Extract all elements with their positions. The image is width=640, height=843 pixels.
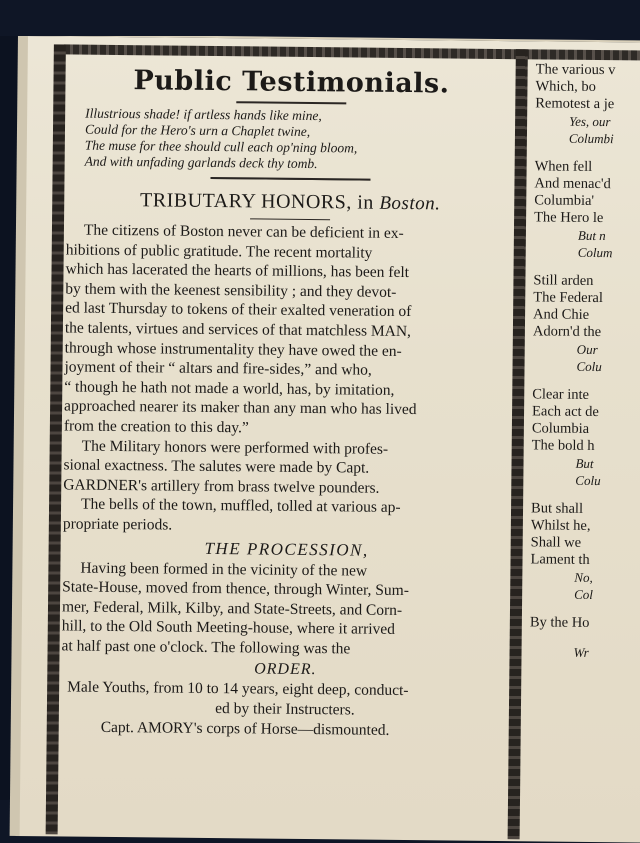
poem-line: No, — [574, 569, 593, 585]
text-line: ed by their Instructers. — [215, 700, 355, 719]
poem-line: The Federal — [533, 289, 604, 307]
verse-rule — [210, 177, 370, 181]
poem-line: When fell — [534, 158, 593, 175]
poem-line: Whilst he, — [530, 517, 591, 534]
poem-line: Colum — [577, 244, 613, 261]
text-line: “ though he hath not made a world, has, by imitation, — [64, 378, 395, 399]
text-line: The Military honors were performed with profes- — [81, 437, 389, 458]
text-line: hibitions of public gratitude. The recent mortality — [65, 241, 373, 262]
article-title-place: Boston. — [379, 192, 441, 215]
text-line: propriate periods. — [62, 515, 173, 534]
poem-line: Yes, our — [569, 113, 611, 130]
poem-line: Adorn'd the — [532, 323, 602, 341]
text-line: State-House, moved from thence, through Winter, Sum- — [62, 578, 409, 600]
text-line: mer, Federal, Milk, Kilby, and State-Streets, and Corn- — [61, 598, 403, 619]
text-line: by them with the keenest sensibility ; and they devot- — [65, 280, 397, 301]
poem-line: And Chie — [533, 306, 590, 323]
poem-line: Columbi — [568, 130, 614, 147]
article-title-text: TRIBUTARY HONORS, in — [139, 189, 374, 214]
masthead-rule — [236, 101, 346, 104]
text-line: which has lacerated the hearts of millions, has been felt — [65, 260, 410, 282]
poem-line: Our — [576, 341, 598, 358]
text-line: The citizens of Boston never can be deficient in ex- — [83, 221, 404, 242]
verse-line: Could for the Hero's urn a Chaplet twine, — [84, 121, 311, 140]
text-line: the talents, virtues and services of that matchless MAN, — [64, 319, 412, 341]
paragraph-3 — [63, 495, 511, 539]
poem-line: Columbia — [531, 420, 590, 437]
text-line: GARDNER's artillery from brass twelve pounders. — [63, 476, 380, 497]
poem-line: Columbia' — [534, 192, 595, 209]
background-top — [0, 0, 640, 36]
text-line: at half past one o'clock. The following was the — [61, 637, 351, 658]
main-column — [61, 56, 516, 741]
poem-line: Still arden — [533, 272, 594, 289]
order-list — [61, 678, 510, 741]
verse-line: And with unfading garlands deck thy tomb. — [84, 153, 318, 172]
verse-line: Illustrious shade! if artless hands like mine, — [85, 105, 322, 124]
text-line: joyment of their “ altars and fire-sides,” and who, — [64, 358, 372, 379]
poem-line: Colu — [576, 358, 602, 375]
text-line: approached nearer its maker than any man who has lived — [64, 397, 417, 419]
order-heading: ORDER. — [254, 660, 317, 679]
text-line: The bells of the town, muffled, tolled at various ap- — [80, 495, 401, 517]
poem-line: Colu — [575, 472, 601, 489]
paragraph-4 — [61, 558, 510, 661]
adjacent-column-poem — [529, 61, 640, 661]
text-line: from the creation to this day.” — [63, 417, 249, 437]
newspaper-page — [16, 34, 640, 843]
text-line: ed last Thursday to tokens of their exalted veneration of — [65, 299, 412, 321]
poem-line: And menac'd — [534, 175, 611, 193]
text-line: hill, to the Old South Meeting-house, where it arrived — [61, 617, 396, 639]
procession-heading: THE PROCESSION, — [204, 538, 369, 560]
poem-line: But n — [577, 227, 606, 244]
poem-line: Which, bo — [535, 78, 596, 95]
article-title — [66, 187, 514, 217]
poem-line: Wr — [573, 644, 589, 660]
verse-line: The muse for thee should cull each op'ning bloom, — [84, 137, 358, 156]
text-line: sional exactness. The salutes were made by Capt. — [63, 456, 370, 477]
poem-line: Lament th — [530, 551, 590, 568]
poem-line: Clear inte — [532, 386, 590, 403]
paragraph-1 — [64, 220, 514, 440]
poem-line: But — [575, 455, 594, 471]
section-masthead: Public Testimonials. — [133, 65, 450, 100]
text-line: Male Youths, from 10 to 14 years, eight deep, conduct- — [67, 678, 409, 700]
poem-line: Shall we — [530, 534, 582, 551]
text-line: Having been formed in the vicinity of the new — [80, 559, 368, 580]
poem-line: The various v — [535, 61, 616, 79]
epigraph-verse — [85, 106, 516, 174]
text-line: Capt. AMORY's corps of Horse—dismounted. — [100, 718, 390, 739]
poem-line: Each act de — [531, 403, 599, 421]
poem-line: By the Ho — [529, 614, 590, 631]
poem-line: Remotest a je — [535, 95, 615, 113]
title-rule — [250, 218, 330, 220]
poem-line: The bold h — [531, 437, 595, 454]
paragraph-2 — [63, 436, 512, 499]
poem-line: Col — [574, 586, 594, 602]
text-line: through whose instrumentality they have owed the en- — [64, 339, 402, 360]
poem-line: But shall — [530, 500, 584, 517]
poem-line: The Hero le — [534, 209, 604, 227]
